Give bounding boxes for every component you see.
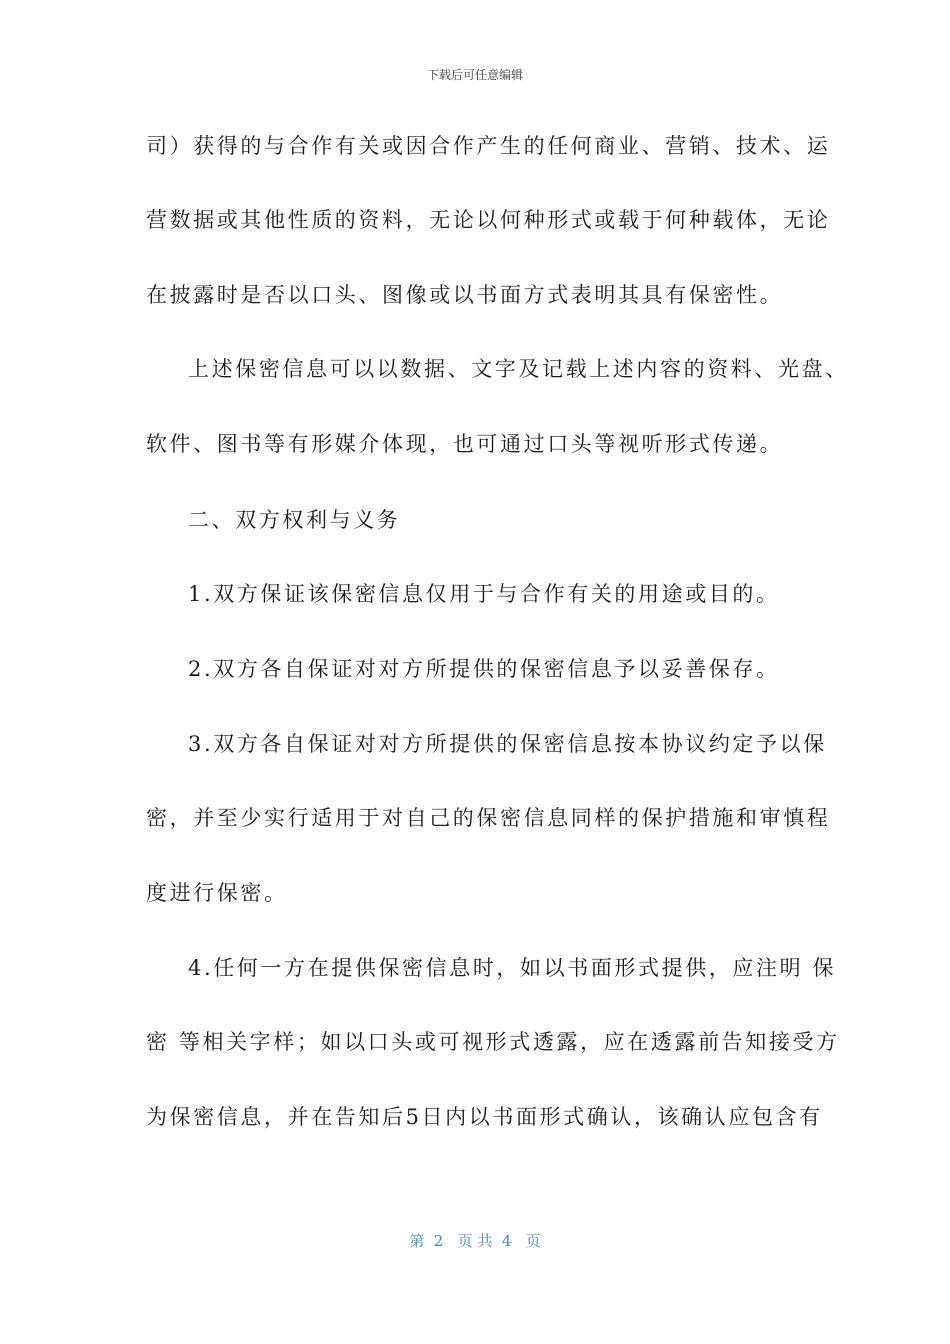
clause-4-line-3: 为保密信息，并在告知后5日内以书面形式确认，该确认应包含有 [146,1105,823,1129]
body-line-2: 营数据或其他性质的资料，无论以何种形式或载于何种载体，无论 [146,208,831,232]
section-heading: 二、双方权利与义务 [188,508,401,532]
clause-3-line-3: 度进行保密。 [146,881,288,905]
body-line-3: 在披露时是否以口头、图像或以书面方式表明其具有保密性。 [146,283,784,307]
page-header: 下载后可任意编辑 [426,68,523,82]
clause-4-line-2: 密 等相关字样；如以口头或可视形式透露，应在透露前告知接受方 [146,1030,840,1054]
body-line-1: 司）获得的与合作有关或因合作产生的任何商业、营销、技术、运 [146,134,831,158]
clause-1: 1.双方保证该保密信息仅用于与合作有关的用途或目的。 [188,582,780,606]
clause-4-line-1: 4.任何一方在提供保密信息时，如以书面形式提供，应注明 保 [188,956,837,980]
body-line-4: 上述保密信息可以以数据、文字及记载上述内容的资料、光盘、 [188,357,849,381]
clause-3-line-1: 3.双方各自保证对对方所提供的保密信息按本协议约定予以保 [188,732,827,756]
body-line-5: 软件、图书等有形媒介体现，也可通过口头等视听形式传递。 [146,432,784,456]
clause-2: 2.双方各自保证对对方所提供的保密信息予以妥善保存。 [188,657,780,681]
clause-3-line-2: 密，并至少实行适用于对自己的保密信息同样的保护措施和审慎程 [146,806,831,830]
page-number-footer: 第 2 页 共 4 页 [409,1232,541,1250]
